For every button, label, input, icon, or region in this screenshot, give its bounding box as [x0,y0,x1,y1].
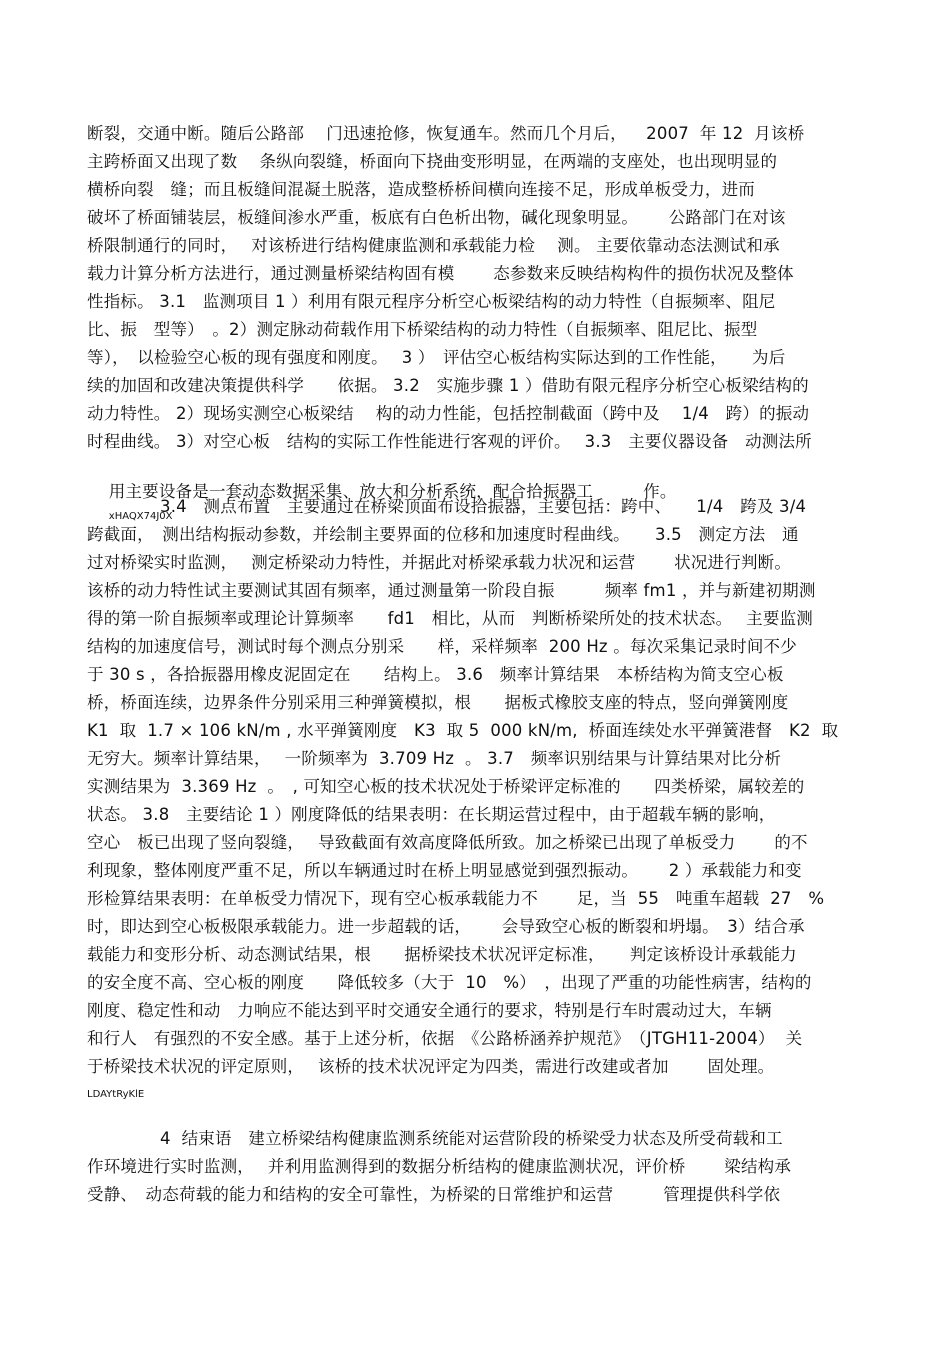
text-line: 等）， 以检验空心板的现有强度和刚度。 3 ） 评估空心板结构实际达到的工作性能， 为后 [87,348,786,367]
text-line: 得的第一阶自振频率或理论计算频率 fd1 相比，从而 判断桥梁所处的技术状态。 主要监测 [87,609,813,628]
text-line: 无穷大。频率计算结果， 一阶频率为 3.709 Hz 。 3.7 频率识别结果与计算结果对比分析 [87,749,782,768]
text-line: 利现象，整体刚度严重不足，所以车辆通过时在桥上明显感觉到强烈振动。 2 ）承载能力和变 [87,861,802,880]
text-line: 跨截面， 测出结构振动参数，并绘制主要界面的位移和加速度时程曲线。 3.5 测定方法 通 [87,525,799,544]
paragraph-first-line: 3.4 测点布置 主要通过在桥梁顶面布设拾振器，主要包括：跨中、 1/4 跨及 3/4 [160,497,807,516]
text-line: 作环境进行实时监测， 并利用监测得到的数据分析结构的健康监测状况，评价桥 梁结构承 [87,1157,792,1176]
reference-code: LDAYtRyKlE [87,1089,145,1100]
text-line: 动力特性。 2）现场实测空心板梁结 构的动力性能，包括控制截面（跨中及 1/4 跨）的振动 [87,404,810,423]
text-line: 桥，桥面连续，边界条件分别采用三种弹簧模拟，根 据板式橡胶支座的特点，竖向弹簧刚度 [87,693,789,712]
text-line: 结构的加速度信号，测试时每个测点分别采 样，采样频率 200 Hz 。每次采集记录时间不少 [87,637,797,656]
text-line: 受静、 动态荷载的能力和结构的安全可靠性，为桥梁的日常维护和运营 管理提供科学依 [87,1185,781,1204]
text-line: 断裂，交通中断。随后公路部 门迅速抢修，恢复通车。然而几个月后， 2007 年 12 月该桥 [87,124,805,143]
text-line: 形检算结果表明：在单板受力情况下，现有空心板承载能力不 足，当 55 吨重车超载 27 % [87,889,825,908]
text-line: 和行人 有强烈的不安全感。基于上述分析，依据 《公路桥涵养护规范》 （JTGH11-2004） 关 [87,1029,803,1048]
text-line: 横桥向裂 缝；而且板缝间混凝土脱落，造成整桥桥间横向连接不足，形成单板受力，进而 [87,180,755,199]
text-line: 载力计算分析方法进行，通过测量桥梁结构固有模 态参数来反映结构构件的损伤状况及整体 [87,264,794,283]
text-line: 过对桥梁实时监测， 测定桥梁动力特性，并据此对桥梁承载力状况和运营 状况进行判断。 [87,553,792,572]
text-line: 性指标。 3.1 监测项目 1 ）利用有限元程序分析空心板梁结构的动力特性（自振频率、阻尼 [87,292,776,311]
text-line: 的安全度不高、空心板的刚度 降低较多（大于 10 %） ，出现了严重的功能性病害，结构的 [87,973,812,992]
text-line: 于桥梁技术状况的评定原则， 该桥的技术状况评定为四类，需进行改建或者加 固处理。 [87,1057,775,1076]
text-line: 实测结果为 3.369 Hz 。 , 可知空心板的技术状况处于桥梁评定标准的 四类桥梁，属较差的 [87,777,805,796]
text-line: 续的加固和改建决策提供科学 依据。 3.2 实施步骤 1 ）借助有限元程序分析空心板梁结构的 [87,376,809,395]
text-line: 该桥的动力特性试主要测试其固有频率，通过测量第一阶段自振 频率 fm1 ，并与新建初期测 [87,581,816,600]
text-line: 时程曲线。 3）对空心板 结构的实际工作性能进行客观的评价。 3.3 主要仪器设备 动测法所 [87,432,812,451]
paragraph-first-line: 4 结束语 建立桥梁结构健康监测系统能对运营阶段的桥梁受力状态及所受荷载和工 [160,1129,783,1148]
text-line: 桥限制通行的同时， 对该桥进行结构健康监测和承载能力检 测。 主要依靠动态法测试和承 [87,236,780,255]
text-line: 状态。 3.8 主要结论 1 ）刚度降低的结果表明：在长期运营过程中，由于超载车辆的影响， [87,805,776,824]
reference-code: xHAQX74J0X [108,511,173,522]
text-line: 主跨桥面又出现了数 条纵向裂缝，桥面向下挠曲变形明显，在两端的支座处，也出现明显的 [87,152,778,171]
text-line-content: 用主要设备是一套动态数据采集、放大和分析系统，配合拾振器工 作。 [108,482,677,501]
text-line: 时，即达到空心板极限承载能力。进一步超载的话， 会导致空心板的断裂和坍塌。 3）结合承 [87,917,805,936]
text-line: 刚度、稳定性和动 力响应不能达到平时交通安全通行的要求，特别是行车时震动过大，车辆 [87,1001,772,1020]
text-line: 于 30 s ，各拾振器用橡皮泥固定在 结构上。 3.6 频率计算结果 本桥结构为简支空心板 [87,665,784,684]
text-line: 比、振 型等） 。2）测定脉动荷载作用下桥梁结构的动力特性（自振频率、阻尼比、振型 [87,320,758,339]
text-line: 破坏了桥面铺装层，板缝间渗水严重，板底有白色析出物，碱化现象明显。 公路部门在对该 [87,208,786,227]
text-line: 空心 板已出现了竖向裂缝， 导致截面有效高度降低所致。加之桥梁已出现了单板受力 的不 [87,833,808,852]
text-line: 载能力和变形分析、动态测试结果，根 据桥梁技术状况评定标准， 判定该桥设计承载能力 [87,945,797,964]
text-line: K1 取 1.7 × 106 kN/m , 水平弹簧刚度 K3 取 5 000 kN/m, 桥面连续处水平弹簧港督 K2 取 [87,721,839,740]
